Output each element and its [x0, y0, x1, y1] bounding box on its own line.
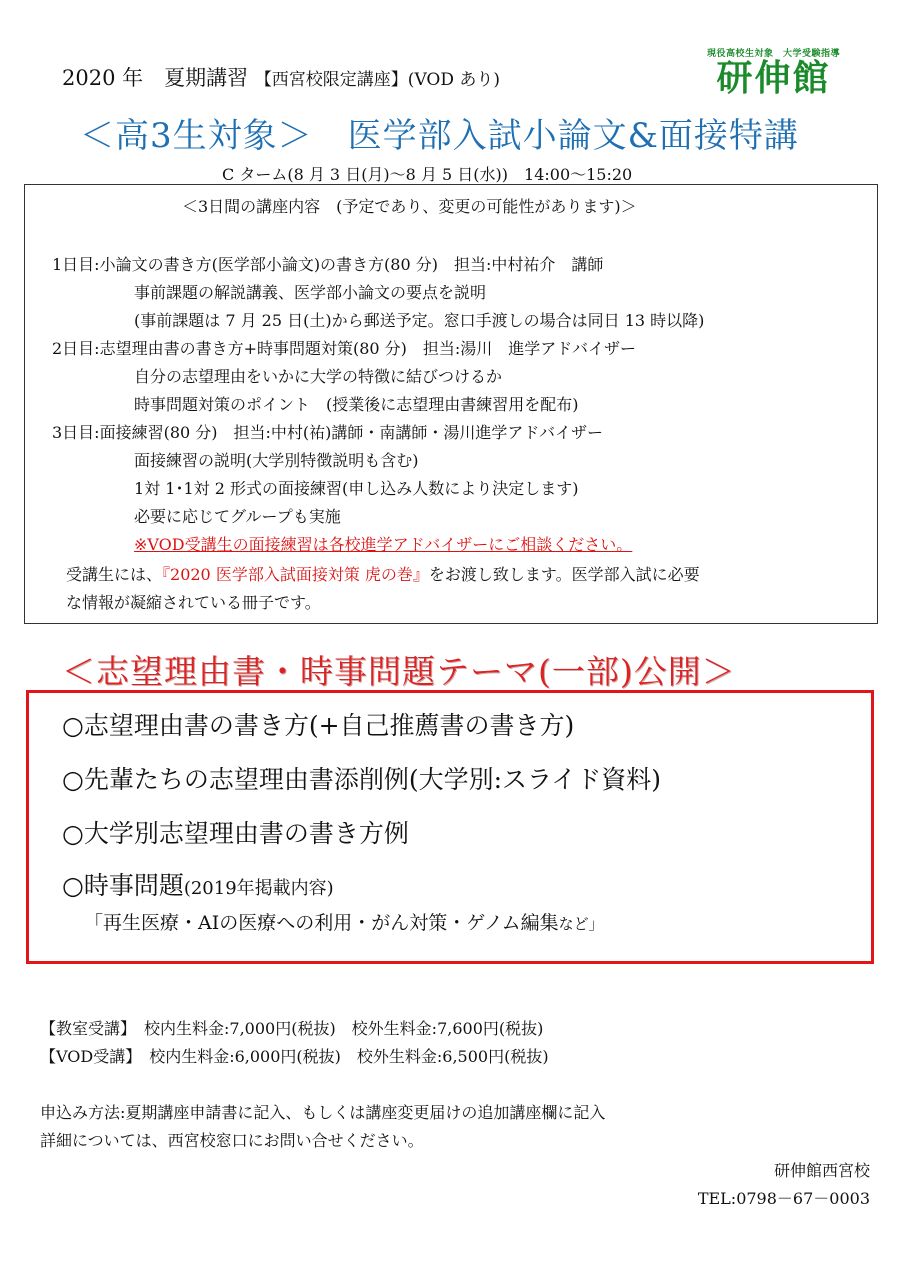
theme-item-current — [62, 866, 334, 902]
themes-title: ＜志望理由書・時事問題テーマ(一部)公開＞ — [62, 652, 736, 691]
theme-item-1: ○志望理由書の書き方(+自己推薦書の書き方) — [62, 711, 575, 740]
day3-head: 3日目:面接練習(80 分) 担当:中村(祐)講師・南講師・湯川進学アドバイザー — [52, 423, 604, 442]
day2-line-2: 時事問題対策のポイント (授業後に志望理由書練習用を配布) — [134, 395, 579, 414]
gift-line-1 — [66, 562, 700, 585]
gift-pre: 受講生には、 — [66, 565, 163, 584]
term-schedule: C ターム(8 月 3 日(月)～8 月 5 日(水)) 14:00～15:20 — [222, 165, 633, 184]
day2-line-1: 自分の志望理由をいかに大学の特徴に結びつけるか — [134, 367, 503, 386]
apply-detail: 詳細については、西宮校窓口にお問い合せください。 — [40, 1131, 424, 1150]
course-box-title: ＜3日間の講座内容 (予定であり、変更の可能性があります)＞ — [182, 197, 637, 216]
day2-head: 2日目:志望理由書の書き方+時事問題対策(80 分) 担当:湯川 進学アドバイザー — [52, 339, 636, 358]
gift-line-2: な情報が凝縮されている冊子です。 — [66, 593, 321, 612]
vod-warning: ※VOD受講生の面接練習は各校進学アドバイザーにご相談ください。 — [134, 535, 633, 554]
apply-method: 申込み方法:夏期講座申請書に記入、もしくは講座変更届けの追加講座欄に記入 — [40, 1103, 606, 1122]
day3-line-3: 必要に応じてグループも実施 — [134, 507, 341, 526]
fee-vod: 【VOD受講】 校内生料金:6,000円(税抜) 校外生料金:6,500円(税抜) — [40, 1047, 549, 1066]
theme-item-2: ○先輩たちの志望理由書添削例(大学別:スライド資料) — [62, 765, 661, 794]
header-limited: 【西宮校限定講座】(VOD あり) — [254, 70, 501, 90]
day3-line-1: 面接練習の説明(大学別特徴説明も含む) — [134, 451, 419, 470]
gift-post: をお渡し致します。医学部入試に必要 — [428, 565, 700, 584]
day1-line-2: (事前課題は 7 月 25 日(土)から郵送予定。窓口手渡しの場合は同日 13 時以降) — [134, 311, 705, 330]
current-issues-head: ○時事問題 — [62, 871, 184, 900]
day1-line-1: 事前課題の解説講義、医学部小論文の要点を説明 — [134, 283, 487, 302]
current-issues-note: (2019年掲載内容) — [183, 878, 334, 899]
day3-line-2: 1対 1･1対 2 形式の面接練習(申し込み人数により決定します) — [134, 479, 579, 498]
logo-name: 研伸館 — [716, 58, 831, 99]
gift-book-title: 『2020 医学部入試面接対策 虎の巻』 — [162, 565, 429, 584]
main-title: ＜高3生対象＞ 医学部入試小論文&面接特講 — [80, 116, 799, 156]
day1-head: 1日目:小論文の書き方(医学部小論文)の書き方(80 分) 担当:中村祐介 講師 — [52, 255, 604, 274]
logo-tagline: 現役高校生対象 大学受験指導 — [706, 49, 840, 59]
logo — [707, 46, 840, 99]
header-line — [62, 62, 500, 92]
contact-school: 研伸館西宮校 — [773, 1161, 870, 1180]
header-year-title: 2020 年 夏期講習 — [62, 66, 249, 90]
fee-classroom: 【教室受講】 校内生料金:7,000円(税抜) 校外生料金:7,600円(税抜) — [40, 1019, 544, 1038]
current-issues-detail-text: 「再生医療・AIの医療への利用・がん対策・ゲノム編集 — [84, 912, 559, 934]
contact-tel: TEL:0798－67－0003 — [697, 1189, 870, 1208]
current-issues-detail — [84, 908, 604, 935]
current-issues-detail-suffix: など」 — [558, 915, 604, 933]
theme-item-3: ○大学別志望理由書の書き方例 — [62, 819, 409, 848]
